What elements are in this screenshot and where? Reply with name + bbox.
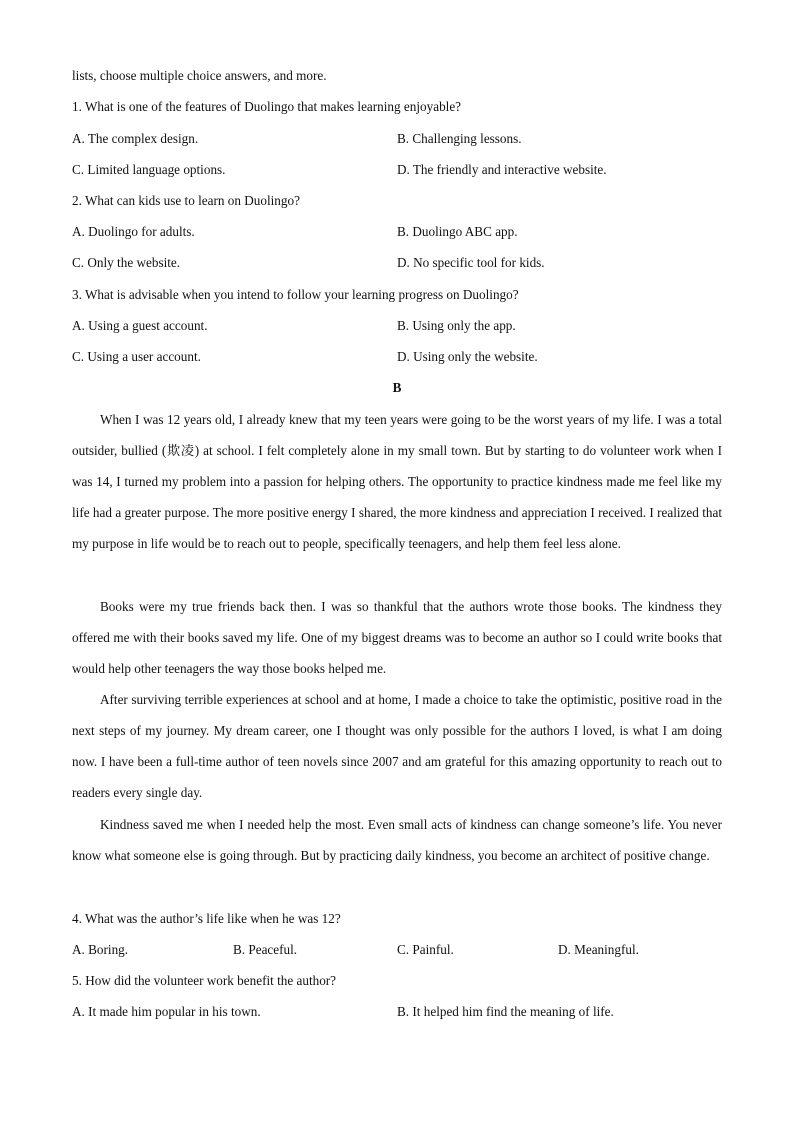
passage-b-paragraph-4: Kindness saved me when I needed help the most. Even small acts of kindness can change someone’s life. You never know what someone else is going through. But by practicing daily kindness, you become an architect of positive change.: [72, 817, 722, 863]
question-1-option-d: D. The friendly and interactive website.: [397, 162, 607, 177]
passage-b-paragraph-2: Books were my true friends back then. I was so thankful that the authors wrote those books. The kindness they offered me with their books saved my life. One of my biggest dreams was to become an author so I could write books that would help other teenagers the way those books helped me.: [72, 599, 722, 676]
question-3-option-d: D. Using only the website.: [397, 349, 538, 364]
top-line: lists, choose multiple choice answers, and more.: [72, 68, 327, 83]
passage-b-paragraph-3: After surviving terrible experiences at school and at home, I made a choice to take the optimistic, positive road in the next steps of my journey. My dream career, one I thought was only possible for the authors I loved, is what I am doing now. I have been a full-time author of teen novels since 2007 and am grateful for this amazing opportunity to reach out to readers every single day.: [72, 692, 722, 800]
question-5-option-a: A. It made him popular in his town.: [72, 1004, 261, 1019]
question-3-option-c: C. Using a user account.: [72, 349, 201, 364]
question-4-option-c: C. Painful.: [397, 942, 454, 957]
question-1-option-c: C. Limited language options.: [72, 162, 226, 177]
question-2-option-d: D. No specific tool for kids.: [397, 255, 545, 270]
question-3-option-a: A. Using a guest account.: [72, 318, 208, 333]
passage-b-paragraph-1: When I was 12 years old, I already knew that my teen years were going to be the worst years of my life. I was a total outsider, bullied (欺凌) at school. I felt completely alone in my small town. But by starting to do volunteer work when I was 14, I turned my problem into a passion for helping others. The opportunity to practice kindness made me feel like my life had a greater purpose. The more positive energy I shared, the more kindness and appreciation I received. I realized that my purpose in life would be to reach out to people, specifically teenagers, and help them feel less alone.: [72, 412, 722, 551]
question-3-stem: 3. What is advisable when you intend to follow your learning progress on Duolingo?: [72, 287, 519, 302]
question-2-stem: 2. What can kids use to learn on Duolingo?: [72, 193, 300, 208]
question-2-option-c: C. Only the website.: [72, 255, 181, 270]
question-1-stem: 1. What is one of the features of Duolingo that makes learning enjoyable?: [72, 99, 462, 114]
section-b-title: B: [392, 380, 402, 395]
question-5-stem: 5. How did the volunteer work benefit the author?: [72, 973, 337, 988]
question-4-option-b: B. Peaceful.: [233, 942, 298, 957]
question-1-option-a: A. The complex design.: [72, 131, 199, 146]
question-3-option-b: B. Using only the app.: [397, 318, 516, 333]
question-2-option-a: A. Duolingo for adults.: [72, 224, 195, 239]
question-4-stem: 4. What was the author’s life like when he was 12?: [72, 911, 341, 926]
question-4-option-d: D. Meaningful.: [558, 942, 639, 957]
question-4-option-a: A. Boring.: [72, 942, 129, 957]
question-1-option-b: B. Challenging lessons.: [397, 131, 522, 146]
question-2-option-b: B. Duolingo ABC app.: [397, 224, 518, 239]
question-5-option-b: B. It helped him find the meaning of life.: [397, 1004, 614, 1019]
